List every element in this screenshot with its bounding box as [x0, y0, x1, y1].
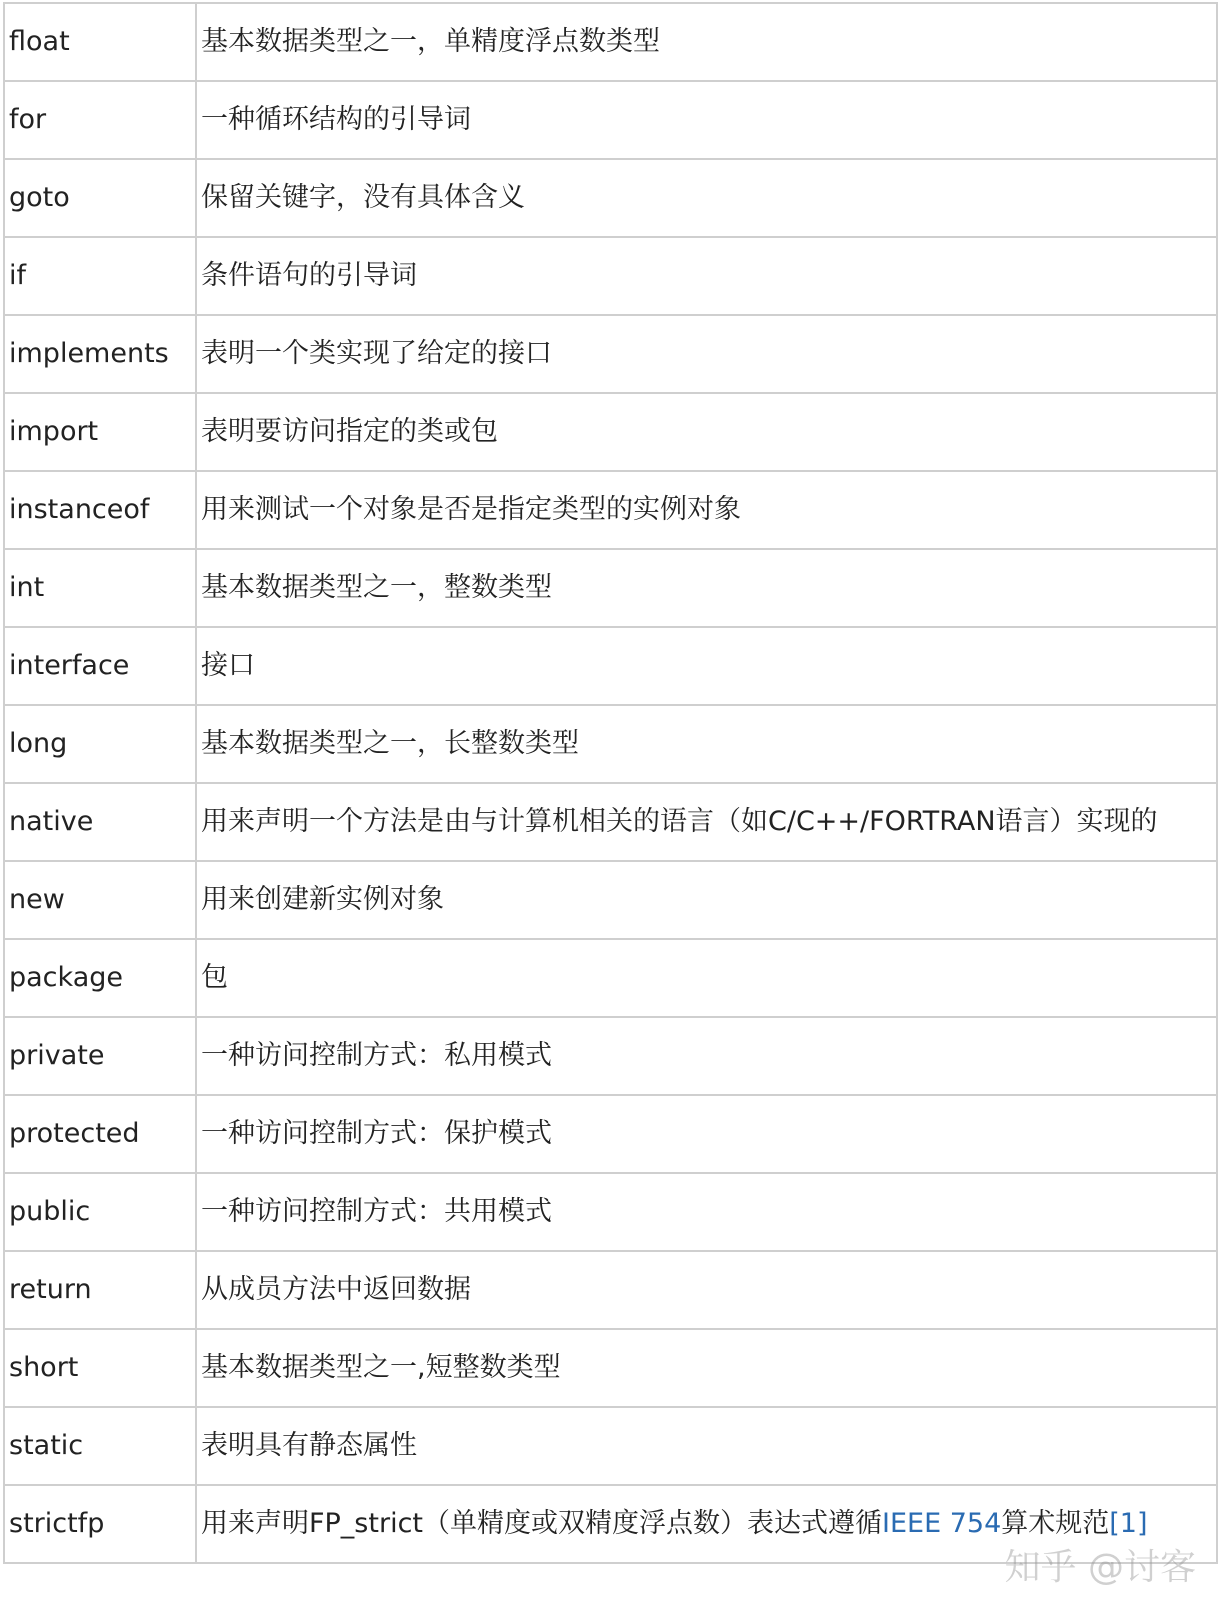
description-cell: 一种访问控制方式：共用模式 [196, 1173, 1217, 1251]
keyword-cell: float [4, 3, 196, 81]
table-row [4, 471, 1217, 549]
description-cell: 用来测试一个对象是否是指定类型的实例对象 [196, 471, 1217, 549]
table-row [4, 939, 1217, 1017]
keyword-cell: native [4, 783, 196, 861]
description-cell: 用来创建新实例对象 [196, 861, 1217, 939]
keyword-table-container [3, 2, 1218, 1564]
keyword-cell: instanceof [4, 471, 196, 549]
table-row [4, 1485, 1217, 1563]
table-row [4, 159, 1217, 237]
keyword-cell: private [4, 1017, 196, 1095]
table-row [4, 237, 1217, 315]
table-row [4, 627, 1217, 705]
keyword-cell: for [4, 81, 196, 159]
description-cell: 表明一个类实现了给定的接口 [196, 315, 1217, 393]
table-row [4, 1407, 1217, 1485]
description-cell: 用来声明一个方法是由与计算机相关的语言（如C/C++/FORTRAN语言）实现的 [196, 783, 1217, 861]
description-cell: 保留关键字，没有具体含义 [196, 159, 1217, 237]
table-row [4, 783, 1217, 861]
description-cell: 包 [196, 939, 1217, 1017]
description-cell: 接口 [196, 627, 1217, 705]
table-row [4, 1329, 1217, 1407]
keyword-cell: new [4, 861, 196, 939]
description-cell: 从成员方法中返回数据 [196, 1251, 1217, 1329]
description-cell: 一种访问控制方式：保护模式 [196, 1095, 1217, 1173]
keyword-cell: protected [4, 1095, 196, 1173]
description-cell: 一种访问控制方式：私用模式 [196, 1017, 1217, 1095]
keyword-cell: public [4, 1173, 196, 1251]
table-row [4, 1017, 1217, 1095]
reference-link[interactable]: [1] [1109, 1508, 1148, 1539]
table-row [4, 705, 1217, 783]
table-row [4, 3, 1217, 81]
keyword-cell: short [4, 1329, 196, 1407]
keyword-cell: implements [4, 315, 196, 393]
description-suffix: 算术规范 [1001, 1508, 1110, 1539]
table-row [4, 81, 1217, 159]
description-cell [196, 1485, 1217, 1563]
keyword-cell: import [4, 393, 196, 471]
table-row [4, 1095, 1217, 1173]
description-cell: 基本数据类型之一，单精度浮点数类型 [196, 3, 1217, 81]
table-row [4, 549, 1217, 627]
description-cell: 一种循环结构的引导词 [196, 81, 1217, 159]
table-row [4, 315, 1217, 393]
keyword-table-body [4, 3, 1217, 1563]
keyword-cell: static [4, 1407, 196, 1485]
description-cell: 基本数据类型之一，长整数类型 [196, 705, 1217, 783]
keyword-cell: interface [4, 627, 196, 705]
keyword-table [3, 2, 1218, 1564]
keyword-cell: return [4, 1251, 196, 1329]
table-row [4, 1173, 1217, 1251]
table-row [4, 393, 1217, 471]
keyword-cell: strictfp [4, 1485, 196, 1563]
keyword-cell: int [4, 549, 196, 627]
description-cell: 表明要访问指定的类或包 [196, 393, 1217, 471]
ieee-754-link[interactable]: IEEE 754 [882, 1508, 1002, 1539]
description-prefix: 用来声明FP_strict（单精度或双精度浮点数）表达式遵循 [201, 1508, 882, 1539]
keyword-cell: if [4, 237, 196, 315]
description-cell: 表明具有静态属性 [196, 1407, 1217, 1485]
table-row [4, 861, 1217, 939]
description-cell: 基本数据类型之一,短整数类型 [196, 1329, 1217, 1407]
keyword-cell: long [4, 705, 196, 783]
description-cell: 基本数据类型之一，整数类型 [196, 549, 1217, 627]
keyword-cell: goto [4, 159, 196, 237]
table-row [4, 1251, 1217, 1329]
description-cell: 条件语句的引导词 [196, 237, 1217, 315]
watermark: 知乎 @讨客 [1004, 1547, 1196, 1588]
keyword-cell: package [4, 939, 196, 1017]
